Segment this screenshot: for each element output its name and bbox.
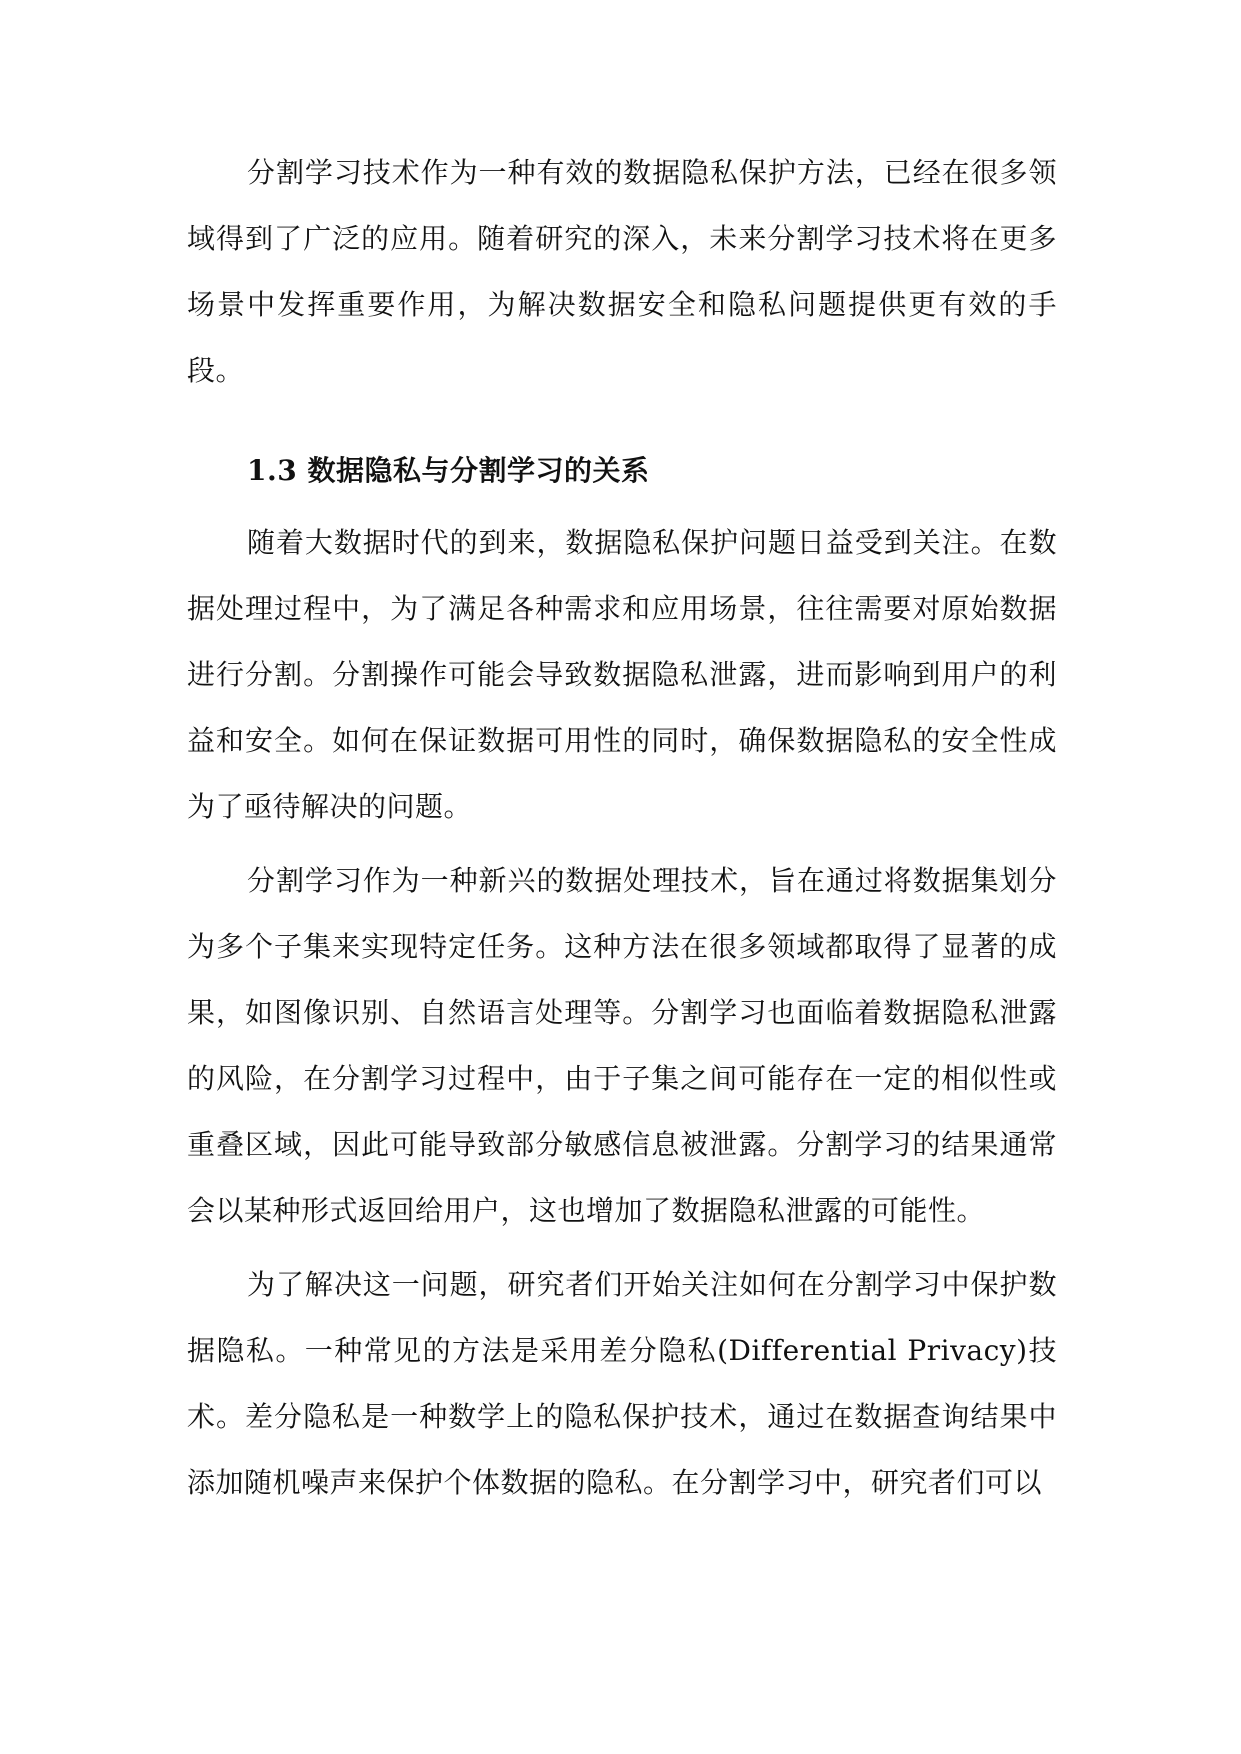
intro-paragraph: 分割学习技术作为一种有效的数据隐私保护方法，已经在很多领域得到了广泛的应用。随着研究的深入，未来分割学习技术将在更多场景中发挥重要作用，为解决数据安全和隐私问题提供更有效的手段。 bbox=[187, 156, 1057, 387]
paragraph-1: 随着大数据时代的到来，数据隐私保护问题日益受到关注。在数据处理过程中，为了满足各种需求和应用场景，往往需要对原始数据进行分割。分割操作可能会导致数据隐私泄露，进而影响到用户的利益和安全。如何在保证数据可用性的同时，确保数据隐私的安全性成为了亟待解决的问题。 bbox=[187, 526, 1057, 823]
paragraph-3: 为了解决这一问题，研究者们开始关注如何在分割学习中保护数据隐私。一种常见的方法是采用差分隐私(Differential Privacy)技术。差分隐私是一种数学上的隐私保护技术，通过在数据查询结果中添加随机噪声来保护个体数据的隐私。在分割学习中，研究者们可以 bbox=[187, 1268, 1057, 1499]
section-heading: 1.3 数据隐私与分割学习的关系 bbox=[247, 454, 650, 487]
paragraph-2: 分割学习作为一种新兴的数据处理技术，旨在通过将数据集划分为多个子集来实现特定任务。这种方法在很多领域都取得了显著的成果，如图像识别、自然语言处理等。分割学习也面临着数据隐私泄露的风险，在分割学习过程中，由于子集之间可能存在一定的相似性或重叠区域，因此可能导致部分敏感信息被泄露。分割学习的结果通常会以某种形式返回给用户，这也增加了数据隐私泄露的可能性。 bbox=[187, 864, 1057, 1227]
document-body bbox=[187, 140, 1057, 1516]
